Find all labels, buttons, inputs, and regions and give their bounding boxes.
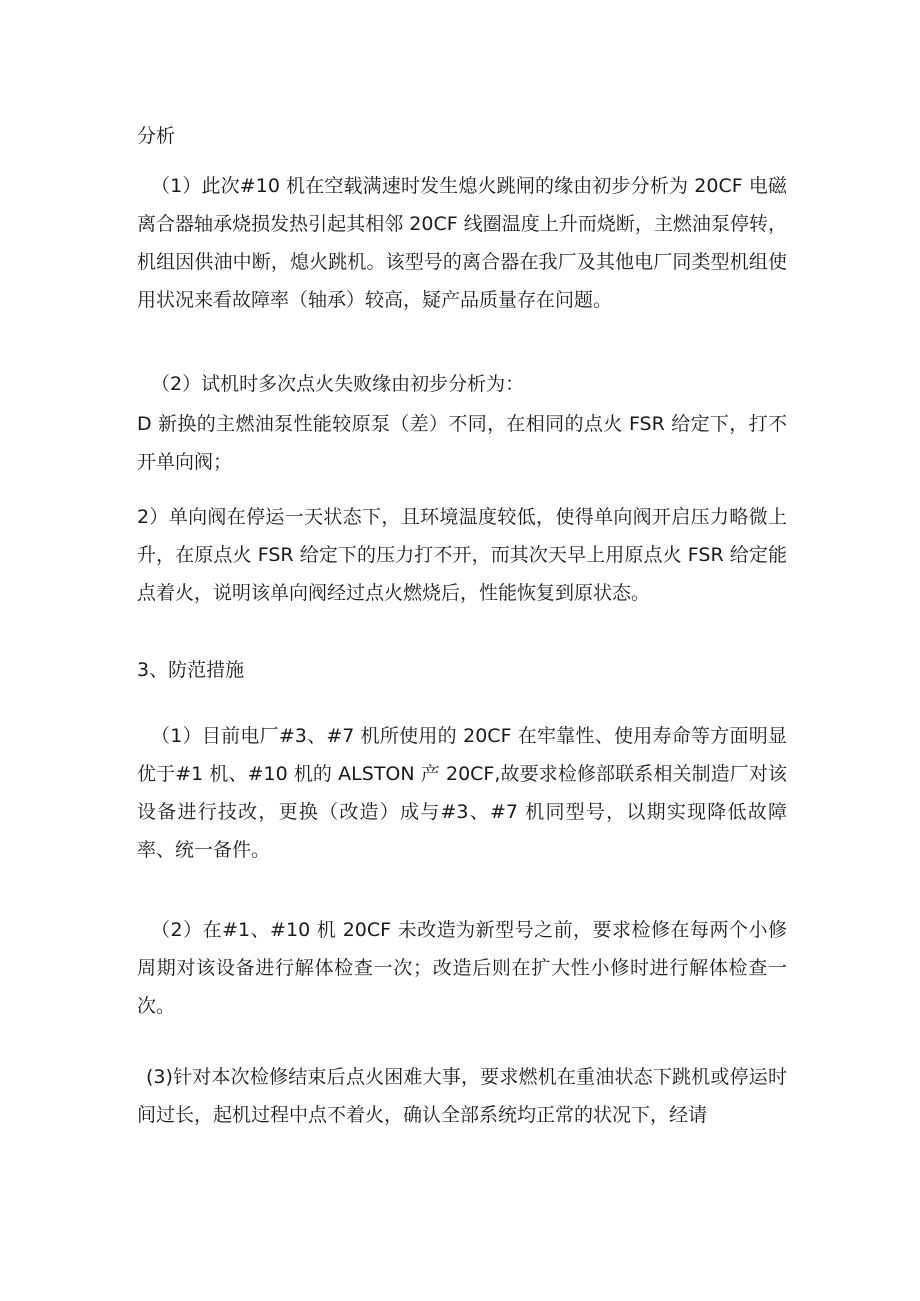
measures-paragraph-1: （1）目前电厂#3、#7 机所使用的 20CF 在牢靠性、使用寿命等方面明显优于#1 机、#10 机的 ALSTON 产 20CF,故要求检修部联系相关制造厂对该设备进行技改，更换（改造）成与#3、#7 机同型号，以期实现降低故障率、统一备件。: [137, 725, 787, 861]
analysis-paragraph-2-item-1: D 新换的主燃油泵性能较原泵（差）不同，在相同的点火 FSR 给定下，打不开单向阀；: [137, 413, 787, 473]
analysis-paragraph-1: （1）此次#10 机在空载满速时发生熄火跳闸的缘由初步分析为 20CF 电磁离合器轴承烧损发热引起其相邻 20CF 线圈温度上升而烧断，主燃油泵停转，机组因供油中断，熄火跳机。该型号的离合器在我厂及其他电厂同类型机组使用状况来看故障率（轴承）较高，疑产品质量存在问题。: [137, 175, 787, 311]
measures-paragraph-3: (3)针对本次检修结束后点火困难大事，要求燃机在重油状态下跳机或停运时间过长，起机过程中点不着火，确认全部系统均正常的状况下，经请: [137, 1066, 787, 1126]
analysis-paragraph-2: （2）试机时多次点火失败缘由初步分析为：: [151, 373, 525, 395]
analysis-paragraph-2-item-2: 2）单向阀在停运一天状态下，且环境温度较低，使得单向阀开启压力略微上升，在原点火 FSR 给定下的压力打不开，而其次天早上用原点火 FSR 给定能点着火，说明该单向阀经过点火燃烧后，性能恢复到原状态。: [137, 506, 787, 604]
measures-paragraph-2: （2）在#1、#10 机 20CF 未改造为新型号之前，要求检修在每两个小修周期对该设备进行解体检查一次；改造后则在扩大性小修时进行解体检查一次。: [137, 919, 787, 1017]
section-heading-measures: 3、防范措施: [137, 659, 245, 681]
section-heading-analysis: 分析: [137, 125, 176, 147]
